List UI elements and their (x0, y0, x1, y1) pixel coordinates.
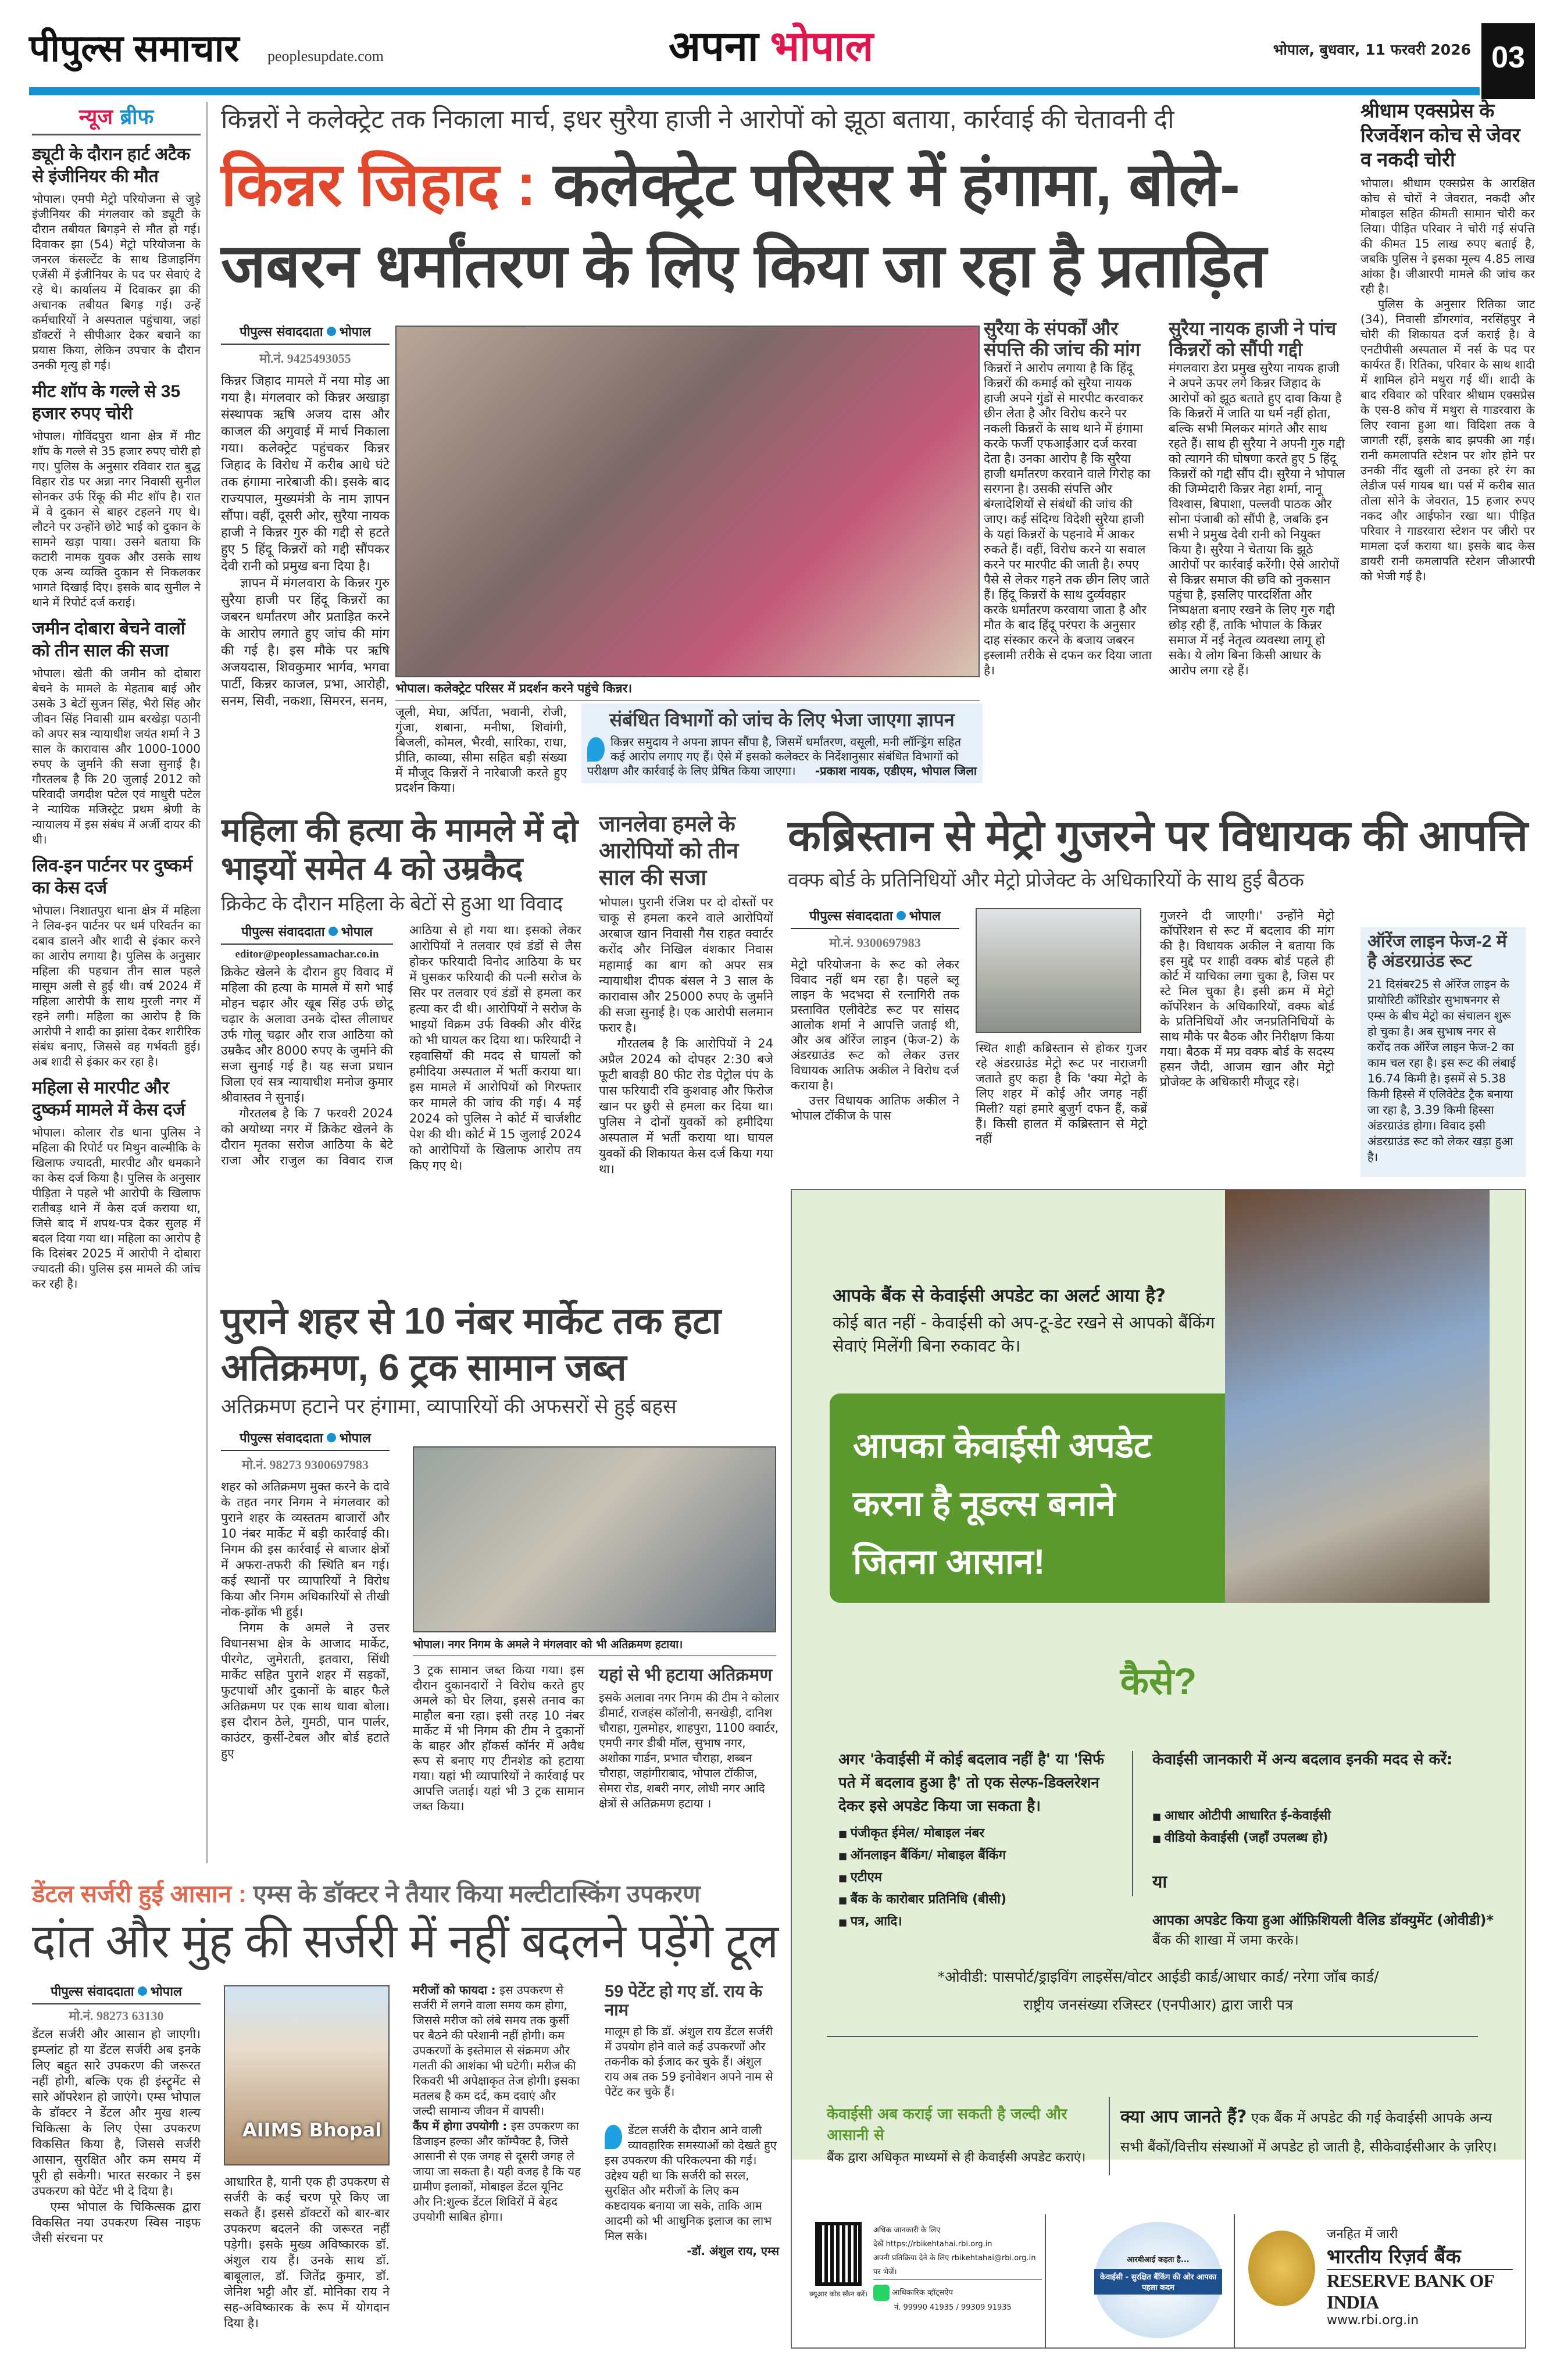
how-heading: कैसे? (1120, 1660, 1197, 1702)
side-story-gaddi: सुरैया नायक हाजी ने पांच किन्नरों को सौंपी गद्दी मंगलवारा डेरा प्रमुख सुरैया नायक हाजी ने अपने ऊपर लगे किन्नर जिहाद के आरोपों को झूठ बताते हुए दावा किया है कि किन्नरों में जाति या धर्म नहीं होता, बल्कि सभी मिलकर मांगते और साथ रहते हैं। साथ ही सुरैया ने अपनी गुरु गद्दी को त्यागने की घोषणा करते हुए 5 हिंदू किन्नरों को गद्दी सौंप दी। सुरैया ने भोपाल की जिम्मेदारी किन्नर नेहा शर्मा, नानू विश्वास, बिपाशा, पल्लवी पाठक और सोना पंजाबी को सौंपी है, जबकि इन सभी ने प्रमुख देवी रानी को नियुक्त किया है। सुरैया ने चेताया कि झूठे आरोपों पर कार्रवाई करेंगी। ऐसे आरोपों से किन्नर समाज की छवि को नुकसान पहुंचा है, इसलिए पारदर्शिता और निष्पक्षता बनाए रखने के लिए गुरु गद्दी छोड़ रही हैं, ताकि भोपाल के किन्नर समाज में नई नेतृत्व व्यवस्था लागू हो सके। ये लोग बिना किसी आधार के आरोप लगा रहे हैं। (1169, 319, 1345, 677)
dot-icon (328, 927, 338, 936)
byline: पीपुल्स संवाददाता भोपाल (791, 907, 959, 929)
dental-col2: आधारित है, यानी एक ही उपकरण से सर्जरी के कई चरण पूरे किए जा सकते हैं। इससे डॉक्टरों को बार-बार उपकरण बदलने की जरूरत नहीं पड़ेगी। इसके मुख्य अविष्कारक डॉ. अंशुल राय हैं। उनके साथ डॉ. बाबूलाल, डॉ. जितेंद्र कुमार, डॉ. जेनिश भट्टी और डॉ. मोनिका राय ने सह-अविष्कारक के रूप में योगदान दिया है। (224, 2175, 390, 2330)
other-changes-column: केवाईसी जानकारी में अन्य बदलाव इनकी मदद से करें: ■ आधार ओटीपी आधारित ई-केवाईसी ■ वीडियो केवाईसी (जहाँ उपलब्ध हो) या आपका अपडेट किया हुआ ऑफ़िशियली वैलिड डॉक्युमेंट (ओवीडी)* बैंक की शाखा में जमा करके। (1152, 1748, 1501, 1950)
train-theft-story: श्रीधाम एक्सप्रेस के रिजर्वेशन कोच से जेवर व नकदी चोरी भोपाल। श्रीधाम एक्सप्रेस के आरक्षित कोच से चोरों ने जेवरात, नकदी और मोबाइल सहित कीमती सामान चोरी कर लिया। पीड़ित परिवार ने चोरी गई संपत्ति की कीमत 15 लाख रुपए बताई है, जबकि पुलिस ने इसका मूल्य 4.85 लाख आंका है। जीआरपी मामले की जांच कर रही है। पुलिस के अनुसार रितिका जाट (34), निवासी डोंगरगांव, नरसिंहपुर ने चोरी की शिकायत दर्ज कराई है। वे एनटीपीसी अस्पताल में नर्स के पद पर कार्यरत हैं। रितिका, परिवार के साथ शादी में शामिल होने मथुरा गई थीं। शादी के बाद रविवार को परिवार श्रीधाम एक्सप्रेस के एस-8 कोच में मथुरा से गाडरवारा के लिए रवाना हुआ था। विदिशा तक वे जागती रहीं, इसके बाद झपकी आ गई। रानी कमलापति स्टेशन पर शोर होने पर उनकी नींद खुली तो उनका हरे रंग का लेडीज पर्स गायब था। पर्स में करीब सात तोला सोने के जेवरात, 15 हजार रुपए नकद और आईफोन रखा था। पीड़ित परिवार ने गाडरवारा स्टेशन पर जीरो पर मामला दर्ज कराया था। इसके बाद केस डायरी रानी कमलापति स्टेशन जीआरपी को भेजी गई है। (1360, 100, 1535, 583)
masthead (29, 23, 1535, 99)
quote-box: संबंधित विभागों को जांच के लिए भेजा जाएगा ज्ञापन किन्नर समुदाय ने अपना ज्ञापन सौंपा है, जिसमें धर्मांतरण, वसूली, मनी लॉन्ड्रिंग सहित कई आरोप लगाए गए हैं। ऐसे में इसको कलेक्टर के निर्देशानुसार संबंधित विभागों को परीक्षण और कार्रवाई के लिए प्रेषित किया जाएगा। -प्रकाश नायक, एडीएम, भोपाल जिला (581, 703, 983, 783)
news-brief-label: न्यूज ब्रीफ (32, 102, 201, 135)
names-text: जूली, मेघा, अर्पिता, भवानी, रोजी, गुंजा, शबाना, मनीषा, शिवांगी, बिजली, कोमल, भैरवी, सारिका, राधा, प्रीति, काव्या, सीमा सहित बड़ी संख्या में मौजूद किन्नरों ने नारेबाजी करते हुए प्रदर्शन किया। (395, 705, 567, 795)
editor-email[interactable]: editor@peoplessamachar.co.in (235, 948, 379, 960)
alert-title: आपके बैंक से केवाईसी अपडेट का अलर्ट आया है? (833, 1285, 1166, 1306)
byline: पीपुल्स संवाददाता भोपाल (221, 323, 390, 345)
date-line: भोपाल, बुधवार, 11 फरवरी 2026 (1273, 41, 1471, 58)
side-story-property: सुरैया के संपर्कों और संपत्ति की जांच की मांग किन्नरों ने आरोप लगाया है कि हिंदू किन्नरों की कमाई को सुरैया नायक हाजी अपने गुंडों से मारपीट करवाकर छीन लेता है और विरोध करने पर नकली किन्नरों के साथ थाने में हंगामा करके फर्जी एफआईआर दर्ज करवा देता है। उनका आरोप है कि सुरैया हाजी धर्मांतरण करवाने वाले गिरोह का सरगना है। उसकी संपत्ति और बंग्लादेशियों से संबंधों की जांच की जाए। कई संदिग्ध विदेशी सुरैया हाजी के यहां किन्नरों के पहनावे में आकर रुकते हैं। वहीं, विरोध करने या सवाल करने पर मारपीट की जाती है। रुपए पैसे से लेकर गहने तक छीन लिए जाते हैं। हिंदू किन्नरों के साथ दुर्व्यवहार करके धर्मांतरण करवाया जाता है और मौत के बाद हिंदू परंपरा के अनुसार दाह संस्कार करने के बजाय जबरन इस्लामी तरीके से दफन कर दिया जाता है। (984, 319, 1152, 677)
brief-item: ड्यूटी के दौरान हार्ट अटैक से इंजीनियर की मौत भोपाल। एमपी मेट्रो परियोजना से जुड़े इंजीनियर की मंगलवार को ड्यूटी के दौरान तबीयत बिगड़ने से मौत हो गई। दिवाकर झा (54) मेट्रो परियोजना के जनरल कंसल्टेंट के साथ डिजाइनिंग एजेंसी में इंजीनियर के पद पर सेवाएं दे रहे थे। कार्यालय में दिवाकर झा की अचानक तबीयत बिगड़ गई। उन्हें कर्मचारियों ने अस्पताल पहुंचाया, जहां डॉक्टरों ने सीपीआर देकर बचाने का प्रयास किया, लेकिन उपचार के दौरान उनकी मृत्यु हो गई। (32, 145, 201, 372)
dental-kicker: डेंटल सर्जरी हुई आसान : एम्स के डॉक्टर ने तैयार किया मल्टीटास्किंग उपकरण (32, 1880, 701, 1907)
qr-code[interactable] (815, 2222, 862, 2286)
dental-headline: दांत और मुंह की सर्जरी में नहीं बदलने पड़ेंगे टूल (32, 1915, 779, 1968)
reporter-mobile: मो.नं. 9425493055 (259, 351, 351, 366)
metro-headline: कब्रिस्तान से मेट्रो गुजरने पर विधायक की आपत्ति (788, 812, 1529, 860)
info-text: अधिक जानकारी के लिए देखें https://rbikehtahai.rbi.org.in अपनी प्रतिक्रिया देने के लिए rbikehtahai@rbi.org.in पर भेजें। आधिकारिक व्हॉट्सऐप नं. 99990 41935 / 99309 91935 (873, 2224, 1042, 2315)
brief-item: जमीन दोबारा बेचने वालों को तीन साल की सजा भोपाल। खेती की जमीन को दोबारा बेचने के मामले के मेहताब बाई और उसके 3 बेटों सुजन सिंह, भैरो सिंह और जीवन सिंह निवासी ग्राम बरखेड़ा पठानी को अपर सत्र न्यायाधीश जयंत शर्मा ने 3 साल के कारावास और 1000-1000 रुपए के जुर्माने की सजा सुनाई है। गौरतलब है कि 20 जुलाई 2012 को परिवादी जगदीश पटेल एवं माधुरी पटेल ने न्यायिक मजिस्ट्रेट प्रथम श्रेणी के न्यायालय में इस संबंध में अर्जी दायर की थी। (32, 619, 201, 846)
rbi-seal (1248, 2231, 1315, 2306)
metro-col3: गुजरने दी जाएगी।' उन्होंने मेट्रो कॉर्पोरेशन से रूट में बदलाव की मांग की है। विधायक अकील ने बताया कि इस मुद्दे पर शाही वक्फ बोर्ड पहले ही कोर्ट में याचिका लगा चुका है, जिस पर स्टे मिल चुका है। इसी क्रम में मेट्रो कॉर्पोरेशन के अधिकारियों, वक्फ बोर्ड के प्रतिनिधियों और जनप्रतिनिधियों के साथ मौके पर बैठक और निरीक्षण किया गया। बैठक में मप्र वक्फ बोर्ड के सदस्य हसन जैदी, आजम खान और मेट्रो प्रोजेक्ट के अधिकारी मौजूद रहे। (1160, 909, 1334, 1089)
metro-col2: स्थित शाही कब्रिस्तान से होकर गुजर रहे अंडरग्राउंड मेट्रो रूट पर नाराजगी जताते हुए कहा है कि 'क्या मेट्रो के लिए शहर में कोई और जगह नहीं मिली? यहां हमारे बुजुर्ग दफन हैं, कब्रें हैं। किसी हालत में कब्रिस्तान से मेट्रो नहीं (976, 1041, 1147, 1146)
rbi-mascot-badge: आरबीआई कहता है... केवाईसी - सुरक्षित बैंकिंग की ओर आपका पहला कदम (1094, 2222, 1222, 2338)
quote-icon (605, 2125, 622, 2149)
dot-icon (327, 327, 336, 336)
murder-story: महिला की हत्या के मामले में दो भाइयों समेत 4 को उम्रकैद क्रिकेट के दौरान महिला के बेटों से हुआ था विवाद पीपुल्स संवाददाता भोपाल editor@peoplessamachar.co.in क्रिकेट खेलने के दौरान हुए विवाद में महिला की हत्या के मामले में सगे भाई मोहन चढ़ार और खूब सिंह उर्फ छोटू चढ़ार के अलावा उनके दोस्त लीलाधर उर्फ गोलू चढ़ार और राज आठिया को उम्रकैद और 8000 रुपए के जुर्माने की सजा सुनाई गई है। यह सजा प्रधान जिला एवं सत्र न्यायाधीश मनोज कुमार श्रीवास्तव ने सुनाई। गौरतलब है कि 7 फरवरी 2024 को अयोध्या नगर में क्रिकेट खेलने के दौरान मृतका सरोज आठिया के बेटे राजा और राजुल का विवाद राज आठिया से हो गया था। इसको लेकर आरोपियों ने तलवार एवं डंडों से लैस होकर फरियादी विनोद आठिया के घर में घुसकर फरियादी की पत्नी सरोज के सिर पर तलवार एवं डंडों से हमला कर हत्या कर दी थी। आरोपियों ने सरोज के भाइयों विक्रम उर्फ विक्की और वीरेंद्र को भी घायल कर दिया था। फरियादी ने रहवासियों की मदद से घायलों को हमीदिया अस्पताल में भर्ती कराया था। इस मामले में आरोपियों को गिरफ्तार कर मामले की जांच की गई। 4 मई 2024 को पुलिस ने कोर्ट में चार्जशीट पेश की थी। कोर्ट में 15 जुलाई 2024 को आरोपियों के खिलाफ आरोप तय किए गए थे। (221, 812, 581, 1173)
did-you-know: क्या आप जानते हैं? एक बैंक में अपडेट की गई केवाईसी आपके अन्य सभी बैंकों/वित्तीय संस्थाओं में अपडेट हो जाती है, सीकेवाईसीआर के ज़रिए। (1120, 2107, 1497, 2155)
dot-icon (327, 1433, 336, 1442)
website-link[interactable]: peoplesupdate.com (267, 48, 384, 65)
whatsapp-icon (873, 2285, 890, 2301)
encroachment-subheadline: अतिक्रमण हटाने पर हंगामा, व्यापारियों की अफसरों से हुई बहस (221, 1395, 677, 1418)
rbi-signature: जनहित में जारी भारतीय रिज़र्व बैंक RESERVE BANK OF INDIA www.rbi.org.in (1327, 2225, 1513, 2328)
metro-col1: पीपुल्स संवाददाता भोपाल मो.नं. 9300697983 मेट्रो परियोजना के रूट को लेकर विवाद नहीं थम रहा है। पहले ब्लू लाइन के भदभदा से रत्नागिरी तक प्रस्तावित एलीवेटेड रूट पर सांसद आलोक शर्मा ने आपत्ति जताई थी, और अब ऑरेंज लाइन (फेज-2) के अंडरग्राउंड रूट को लेकर उत्तर विधायक आतिफ अकील ने विरोध दर्ज कराया है। उत्तर विधायक आतिफ अकील ने भोपाल टॉकीज के पास (791, 907, 959, 1180)
news-brief-column (32, 102, 201, 1863)
orange-line-box: ऑरेंज लाइन फेज-2 में है अंडरग्राउंड रूट 21 दिसंबर25 से ऑरेंज लाइन के प्रायोरिटी कॉरिडोर सुभाषनगर से एम्स के बीच मेट्रो का संचालन शुरू हो चुका है। अब सुभाष नगर से करोंद तक ऑरेंज लाइन फेज-2 का काम चल रहा है। इस रूट की लंबाई 16.74 किमी है। इसमें से 5.38 किमी हिस्से में एलिवेटेड ट्रैक बनाया जा रहा है, 3.39 किमी हिस्सा अंडरग्राउंड होगा। विवाद इसी अंडरग्राउंड रूट को लेकर खड़ा हुआ है। (1360, 927, 1526, 1177)
main-kicker: किन्नरों ने कलेक्ट्रेट तक निकाला मार्च, इधर सुरैया हाजी ने आरोपों को झूठा बताया, कार्रवाई की चेतावनी दी (221, 105, 1174, 134)
encroachment-photo (413, 1446, 776, 1632)
brief-item: लिव-इन पार्टनर पर दुष्कर्म का केस दर्ज भोपाल। निशातपुरा थाना क्षेत्र में महिला ने लिव-इन पार्टनर पर धर्म परिवर्तन का दबाव डालने और शादी से इंकार करने का आरोप लगाया है। पुलिस के अनुसार महिला की पहचान तीन साल पहले मासूम अली से हुई थी। वर्ष 2024 में महिला आरोपी के साथ मुरली नगर में रहने लगी। महिला का आरोप है कि आरोपी ने शादी का झांसा देकर शारीरिक संबंध बनाए, जिससे वह गर्भवती हुई। अब शादी से इंकार कर रहा है। (32, 856, 201, 1069)
encroachment-headline: पुराने शहर से 10 नंबर मार्केट तक हटा अतिक्रमण, 6 ट्रक सामान जब्त (221, 1300, 722, 1388)
byline: पीपुल्स संवाददाता भोपाल (221, 1429, 390, 1451)
dot-icon (138, 1986, 147, 1996)
ovd-footnote: *ओवीडी: पासपोर्ट/ड्राइविंग लाइसेंस/वोटर आईडी कार्ड/आधार कार्ड/ नरेगा जॉब कार्ड/राष्ट्रीय जनसंख्या रजिस्टर (एनपीआर) द्वारा जारी पत्र (937, 1968, 1379, 2013)
quote-icon (587, 737, 605, 762)
page-number: 03 (1481, 23, 1535, 99)
byline: पीपुल्स संवाददाता भोपाल (32, 1982, 201, 2004)
man-cooking-noodles-photo (1225, 1190, 1490, 1603)
dental-col1: पीपुल्स संवाददाता भोपाल मो.नं. 98273 63130 डेंटल सर्जरी और आसान हो जाएगी। इम्प्लांट हो या डेंटल सर्जरी अब इनके लिए बहुत सारे उपकरण की जरूरत नहीं होगी, बल्कि एक ही इंस्ट्रूमेंट से सारे ऑपरेशन हो जाएंगे। एम्स भोपाल के डॉक्टर ने डेंटल और मुख शल्य चिकित्सा के लिए ऐसा उपकरण विकसित किया है, जिससे सर्जरी आसान, सुरक्षित और कम समय में पूरी हो सकेगी। भारत सरकार ने इस उपकरण को पेटेंट भी दे दिया है। एम्स भोपाल के चिकित्सक द्वारा विकसित नया उपकरण स्विस नाइफ जैसी संरचना पर (32, 1982, 201, 2349)
newspaper-logo: पीपुल्स समाचार (29, 27, 240, 69)
aiims-photo: AIIMS Bhopal (224, 1985, 390, 2165)
main-byline-column: पीपुल्स संवाददाता भोपाल मो.नं. 9425493055 किन्नर जिहाद मामले में नया मोड़ आ गया है। मंगलवार को किन्नर अखाड़ा संस्थापक ऋषि अजय दास और काजल की अगुवाई में मार्च निकाला गया। कलेक्ट्रेट पहुंचकर किन्नर जिहाद के विरोध में करीब आधे घंटे तक हंगामा नारेबाजी की। इसके बाद राज्यपाल, मुख्यमंत्री के नाम ज्ञापन सौंपा। वहीं, दूसरी ओर, सुरैया नायक हाजी ने किन्नर गुरु की गद्दी से हटते हुए 5 हिंदू किन्नरों को गद्दी सौंपकर देवी रानी को प्रमुख बना दिया है। ज्ञापन में मंगलवारा के किन्नर गुरु सुरैया हाजी पर हिंदू किन्नरों का जबरन धर्मांतरण और प्रताड़ित करने के आरोप लगाते हुए जांच की मांग की गई है। इस मौके पर ऋषि अजयदास, शिवकुमार भार्गव, भगवा पार्टी, किन्नर काजल, प्रभा, आरोही, सनम, सिवी, नकशा, सिमरन, सनम, (221, 323, 390, 805)
rbi-kyc-advertisement: आपके बैंक से केवाईसी अपडेट का अलर्ट आया है? कोई बात नहीं - केवाईसी को अप-टू-डेट रखने से आपको बैंकिंग सेवाएं मिलेंगी बिना रुकावट के। आपका केवाईसी अपडेट करना है नूडल्स बनाने जितना आसान! कैसे? अगर 'केवाईसी में कोई बदलाव नहीं है' या 'सिर्फ पते में बदलाव हुआ है' तो एक सेल्फ-डिक्लरेशन देकर इसे अपडेट किया जा सकता है। ■ पंजीकृत ईमेल/ मोबाइल नंबर ■ ऑनलाइन बैंकिंग/ मोबाइल बैंकिंग ■ एटीएम ■ बैंक के कारोबार प्रतिनिधि (बीसी) ■ पत्र, आदि। केवाईसी जानकारी में अन्य बदलाव इनकी मदद से करें: ■ आधार ओटीपी आधारित ई-केवाईसी ■ वीडियो केवाईसी (जहाँ उपलब्ध हो) या आपका अपडेट किया हुआ ऑफ़िशियली वैलिड डॉक्युमेंट (ओवीडी)* बैंक की शाखा में जमा करके। *ओवीडी: पासपोर्ट/ड्राइविंग लाइसेंस/वोटर आईडी कार्ड/आधार कार्ड/ नरेगा जॉब कार्ड/राष्ट्रीय जनसंख्या रजिस्टर (एनपीआर) द्वारा जारी पत्र केवाईसी अब कराई जा सकती है जल्दी और आसानी से बैंक द्वारा अधिकृत माध्यमों से ही केवाईसी अपडेट कराएं। क्या आप जानते हैं? एक बैंक में अपडेट की गई केवाईसी आपके अन्य सभी बैंकों/वित्तीय संस्थाओं में अपडेट हो जाती है, सीकेवाईसीआर के ज़रिए। क्यूआर कोड स्कैन करें। अधिक जानकारी के लिए देखें https://rbikehtahai.rbi.org.in अपनी प्रतिक्रिया देने के लिए rbikehtahai@rbi.org.in पर भेजें। आधिकारिक व्हॉट्सऐप नं. 99990 41935 / 99309 91935 आरबीआई कहता है... केवाईसी - सुरक्षित बैंकिंग की ओर आपका पहला कदम जनहित में जारी भारतीय रिज़र्व बैंक RESERVE BANK OF INDIA www.rbi.org.in (791, 1189, 1526, 2349)
brief-item: मीट शॉप के गल्ले से 35 हजार रुपए चोरी भोपाल। गोविंदपुरा थाना क्षेत्र में मीट शॉप के गल्ले से 35 हजार रुपए चोरी हो गए। पुलिस के अनुसार रविवार रात बुद्ध विहार रोड पर अन्ना नगर निवासी सुनील सोनकर उर्फ रिंकू की मीट शॉप है। रात में वे दुकान से बाहर टहलने गए थे। लौटने पर उन्होंने छोटे भाई को दुकान के सामने खड़ा पाया। उसने बताया कि कटारी नामक युवक और उसके साथ एक अन्य व्यक्ति दुकान से निकलकर भागते दिखाई दिए। इसके बाद सुनील ने थाने में रिपोर्ट दर्ज कराई। (32, 382, 201, 609)
photo-caption: भोपाल। कलेक्ट्रेट परिसर में प्रदर्शन करने पहुंचे किन्नर। (395, 680, 980, 701)
encroach-side-box: यहां से भी हटाया अतिक्रमण इसके अलावा नगर निगम की टीम ने कोलार डीमार्ट, राजहंस कॉलोनी, सनखेड़ी, दानिश चौराहा, गुलमोहर, शाहपुरा, 1100 क्वार्टर, एमपी नगर डीबी मॉल, सुभाष नगर, अशोका गार्डन, प्रभात चौराहा, शब्बन चौराहा, जहांगीराबाद, भोपाल टॉकीज, सेमरा रोड, शबरी नगर, लोधी नगर आदि क्षेत्रों से अतिक्रमण हटाया । (599, 1666, 779, 1810)
attack-story: जानलेवा हमले के आरोपियों को तीन साल की सजा भोपाल। पुरानी रंजिश पर दो दोस्तों पर चाकू से हमला करने वाले आरोपियों अरबाज खान निवासी गैस राहत क्वार्टर करोंद और निखिल वंशकार निवास महामाई का बाग को अपर सत्र न्यायाधीश दीपक बंसल ने 3 साल के कारावास और 25000 रुपए के जुर्माने की सजा सुनाई है। एक आरोपी सलमान फरार है। गौरतलब है कि आरोपियों ने 24 अप्रैल 2024 को दोपहर 2:30 बजे फूटी बावड़ी 80 फीट रोड पेट्रोल पंप के पास फरियादी रवि कुशवाह और फिरोज खान पर छुरी से हमला कर दिया था। पुलिस ने दोनों युवकों को हमीदिया अस्पताल में भर्ती कराया था। घायल युवकों की शिकायत केस दर्ज किया गया था। (599, 812, 773, 1176)
brief-item: महिला से मारपीट और दुष्कर्म मामले में केस दर्ज भोपाल। कोलार रोड थाना पुलिस ने महिला की रिपोर्ट पर मिथुन वाल्मीकि के खिलाफ ज्यादती, मारपीट और धमकाने का केस दर्ज किया है। पुलिस के अनुसार पीड़िता ने पहले भी आरोपी के खिलाफ रातीबड़ थाने में केस दर्ज कराया था, जिसे बाद में शपथ-पत्र देकर सुलह में बदल दिया गया था। महिला का आरोप है कि दिसंबर 2025 में आरोपी ने दोबारा ज्यादती की। पुलिस इस मामले की जांच कर रही है। (32, 1078, 201, 1291)
dental-side: 59 पेटेंट हो गए डॉ. राय के नाम मालूम हो कि डॉ. अंशुल राय डेंटल सर्जरी में उपयोग होने वाले कई उपकरणों और तकनीक को ईजाद कर चुके हैं। अंशुल राय अब तक 59 इनोवेशन अपने नाम से पेटेंट कर चुके हैं। डेंटल सर्जरी के दौरान आने वाली व्यावहारिक समस्याओं को देखते हुए इस उपकरण की परिकल्पना की गई। उद्देश्य यही था कि सर्जरी को सरल, सुरक्षित और मरीजों के लिए कम कष्टदायक बनाया जा सके, ताकि आम आदमी को भी आधुनिक इलाज का लाभ मिल सके। -डॉ. अंशुल राय, एम्स (605, 1982, 779, 2258)
section-title: अपना भोपाल (669, 23, 874, 70)
encroach-col2: 3 ट्रक सामान जब्त किया गया। इस दौरान दुकानदारों ने विरोध करते हुए अमले को घेर लिया, इससे तनाव का माहौल बना रहा। इसी तरह 10 नंबर मार्केट में भी निगम की टीम ने दुकानों के बाहर और हॉकर्स कॉर्नर में अवैध रूप से बनाए गए टीनशेड को हटाया गया। यहां भी व्यापारियों ने कार्रवाई पर आपत्ति जताई। यहां भी 3 ट्रक सामान जब्त किया। (413, 1663, 584, 1813)
protest-photo (395, 326, 980, 677)
main-headline: किन्नर जिहाद : कलेक्ट्रेट परिसर में हंगामा, बोले- (221, 151, 1240, 219)
header-bar (29, 87, 1480, 95)
main-headline-line2: जबरन धर्मांतरण के लिए किया जा रहा है प्रताड़ित (221, 233, 1267, 300)
alert-text: कोई बात नहीं - केवाईसी को अप-टू-डेट रखने से आपको बैंकिंग सेवाएं मिलेंगी बिना रुकावट के। (833, 1313, 1215, 1356)
encroach-col1: पीपुल्स संवाददाता भोपाल मो.नं. 98273 9300697983 शहर को अतिक्रमण मुक्त करने के दावे के तहत नगर निगम ने मंगलवार को पुराने शहर के व्यस्ततम बाजारों और 10 नंबर मार्केट में बड़ी कार्रवाई की। निगम की इस कार्रवाई से बाजार क्षेत्रों में अफरा-तफरी की स्थिति बन गई। कई स्थानों पर व्यापारियों ने विरोध किया और निगम अधिकारियों से तीखी नोक-झोंक भी हुई। निगम के अमले ने उत्तर विधानसभा क्षेत्र के आजाद मार्केट, पीरगेट, जुमेराती, इतवारा, सिंधी मार्केट सहित पुराने शहर में सड़कों, फुटपाथों और दुकानों के बाहर फैले अतिक्रमण पर एक साथ धावा बोला। इस दौरान ठेले, गुमठी, पान पार्लर, काउंटर, कुर्सी-टेबल और बोर्ड हटाते हुए (221, 1429, 390, 1865)
column-divider (206, 102, 208, 1863)
dot-icon (897, 911, 906, 920)
self-declaration-column: अगर 'केवाईसी में कोई बदलाव नहीं है' या 'सिर्फ पते में बदलाव हुआ है' तो एक सेल्फ-डिक्लरेशन देकर इसे अपडेट किया जा सकता है। ■ पंजीकृत ईमेल/ मोबाइल नंबर ■ ऑनलाइन बैंकिंग/ मोबाइल बैंकिंग ■ एटीएम ■ बैंक के कारोबार प्रतिनिधि (बीसी) ■ पत्र, आदि। (838, 1748, 1117, 1934)
metro-subheadline: वक्फ बोर्ड के प्रतिनिधियों और मेट्रो प्रोजेक्ट के अधिकारियों के साथ हुई बैठक (788, 869, 1304, 891)
byline: पीपुल्स संवाददाता भोपाल (221, 923, 393, 945)
metro-construction-photo (976, 908, 1141, 1033)
encroach-caption: भोपाल। नगर निगम के अमले ने मंगलवार को भी अतिक्रमण हटाया। (413, 1636, 776, 1656)
kyc-easy-note: केवाईसी अब कराई जा सकती है जल्दी और आसानी से बैंक द्वारा अधिकृत माध्यमों से ही केवाईसी अपडेट कराएं। (827, 2106, 1086, 2165)
dental-col3: मरीजों को फायदा : इस उपकरण से सर्जरी में लगने वाला समय कम होगा, जिससे मरीज को लंबे समय तक कुर्सी पर बैठने की परेशानी नहीं होगी। कम उपकरणों के इस्तेमाल से संक्रमण और गलती की आशंका भी घटेगी। मरीज की रिकवरी भी अपेक्षाकृत तेज होगी। इसका मतलब है कम दर्द, कम दवाएं और जल्दी सामान्य जीवन में वापसी। कैंप में होगा उपयोगी : इस उपकरण का डिजाइन हल्का और कॉम्पैक्ट है, जिसे आसानी से एक जगह से दूसरी जगह ले जाया जा सकता है। यही वजह है कि यह ग्रामीण इलाकों, मोबाइल डेंटल यूनिट और नि:शुल्क डेंटल शिविरों में बेहद उपयोगी साबित होगा। (413, 1983, 581, 2224)
kyc-banner: आपका केवाईसी अपडेट करना है नूडल्स बनाने जितना आसान! (830, 1393, 1225, 1603)
